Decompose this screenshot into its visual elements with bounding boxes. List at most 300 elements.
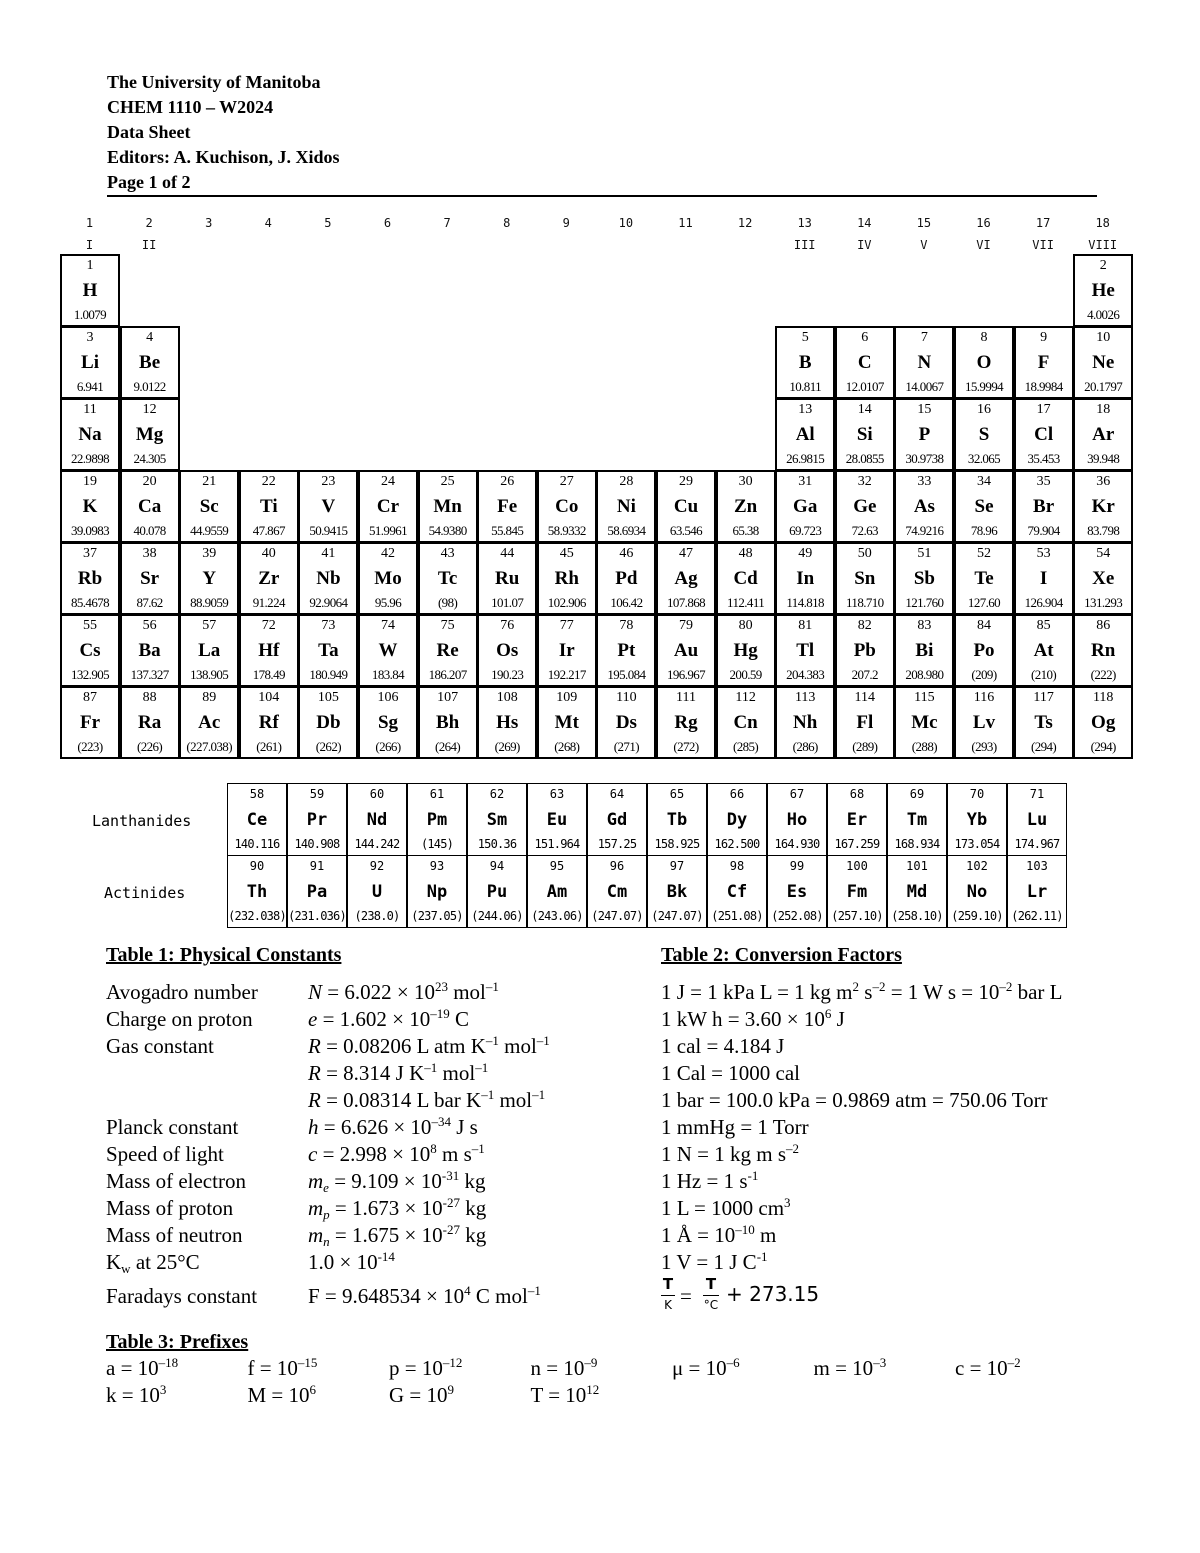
element-symbol: Mo [374,568,402,589]
constant-value: $1.0 \times 10^{-14}$ [308,1249,395,1274]
element-cell [775,542,835,615]
atomic-mass: 20.1797 [1084,379,1123,394]
element-symbol: Tc [437,568,458,589]
atomic-number: 13 [798,402,813,417]
lanthanide-cell [647,783,707,856]
atomic-number: 8 [980,330,988,345]
atomic-number: 83 [917,618,932,633]
atomic-number: 44 [500,546,515,561]
conversion-row: 1 V = 1 J $C^{-1}$ [661,1249,768,1274]
element-symbol: Pd [615,568,638,589]
element-cell [716,614,776,687]
element-symbol: Te [974,568,994,589]
element-cell [894,398,954,471]
atomic-mass: 12.0107 [845,379,884,394]
atomic-number: 45 [559,546,574,561]
atomic-mass: 15.9994 [964,379,1004,394]
constant-label: Charge on proton [106,1007,253,1031]
element-cell [298,614,358,687]
atomic-number: 40 [261,546,276,561]
actinide-cell [767,855,827,928]
atomic-mass: 127.60 [967,595,1001,610]
atomic-number: 62 [489,787,505,801]
constant-label: $K_w$ at 25°C [106,1250,200,1276]
element-cell [120,470,180,543]
constant-label: Gas constant [106,1034,214,1058]
element-symbol: Ta [318,640,339,661]
atomic-number: 104 [258,690,280,705]
atomic-mass: 192.217 [547,667,586,682]
atomic-mass: 14.0067 [905,379,944,394]
atomic-mass: 174.967 [1014,837,1060,851]
atomic-number: 114 [854,690,876,705]
element-symbol: Y [202,568,217,589]
element-symbol: U [371,882,383,902]
atomic-mass: 168.934 [894,837,940,851]
element-symbol: Ar [1092,424,1115,445]
atomic-mass: (285) [733,739,759,754]
element-symbol: Cn [733,712,758,733]
atomic-mass: 126.904 [1024,595,1063,610]
atomic-mass: 158.925 [654,837,700,851]
element-cell [179,686,239,759]
atomic-number: 58 [249,787,265,801]
element-cell [477,542,537,615]
element-cell [477,614,537,687]
constant-label: Mass of electron [106,1169,246,1193]
element-cell [120,686,180,759]
conversion-row: 1 bar = 100.0 kPa = 0.9869 atm = 750.06 Torr [661,1088,1048,1112]
element-symbol: Eu [546,810,568,830]
atomic-mass: 91.224 [252,595,285,610]
element-symbol: Pr [306,810,328,830]
element-symbol: Ru [495,568,520,589]
atomic-number: 90 [249,859,265,873]
element-symbol: N [917,352,932,373]
conversion-row: 1 N = 1 kg m $s^{-2}$ [661,1141,800,1166]
element-symbol: He [1091,280,1115,301]
element-symbol: Tb [666,810,688,830]
atomic-number: 106 [377,690,399,705]
atomic-number: 37 [83,546,97,561]
atomic-mass: (243.06) [531,909,583,923]
atomic-number: 110 [616,690,637,705]
atomic-mass: 28.0855 [845,451,884,466]
element-symbol: Am [546,882,568,902]
element-symbol: Cd [733,568,758,589]
atomic-number: 115 [914,690,935,705]
group-number: 13 [797,216,812,230]
group-roman: VI [976,238,991,252]
element-cell [418,470,478,543]
element-symbol: Lv [972,712,996,733]
atomic-number: 18 [1096,402,1111,417]
element-cell [358,542,418,615]
atomic-number: 95 [549,859,565,873]
element-symbol: Rb [77,568,103,589]
atomic-number: 10 [1096,330,1111,345]
element-cell [120,542,180,615]
element-symbol: Br [1033,496,1055,517]
conversion-row: 1 kW $h = 3.60 \times 10^6$ J [661,1006,845,1031]
atomic-mass: (227.038) [186,739,232,754]
actinides-label: Actinides [104,884,186,902]
element-cell [120,614,180,687]
element-cell [835,542,895,615]
atomic-number: 91 [309,859,325,873]
atomic-number: 49 [798,546,813,561]
element-cell [298,686,358,759]
prefix-entry: $n = 10^{-9}$ [530,1355,598,1380]
element-symbol: La [198,640,221,661]
element-cell [1073,254,1133,327]
atomic-number: 56 [142,618,157,633]
atomic-number: 113 [794,690,816,705]
atomic-number: 19 [83,474,97,489]
lanthanide-cell [947,783,1007,856]
header-rule [107,195,1097,197]
element-symbol: Ca [137,496,162,517]
element-symbol: Rg [674,712,698,733]
atomic-mass: 131.293 [1084,595,1123,610]
element-symbol: I [1039,568,1048,589]
element-symbol: Re [436,640,459,661]
atomic-mass: 164.930 [774,837,820,851]
atomic-mass: (288) [911,739,937,754]
atomic-mass: 183.84 [371,667,405,682]
atomic-mass: 88.9059 [190,595,229,610]
atomic-mass: (210) [1031,667,1057,682]
element-symbol: Pt [617,640,636,661]
atomic-mass: 138.905 [190,667,229,682]
element-cell [1014,398,1074,471]
atomic-mass: 208.980 [905,667,944,682]
atomic-mass: 35.453 [1027,451,1060,466]
atomic-mass: 83.798 [1087,523,1120,538]
atomic-mass: 107.868 [666,595,706,610]
table3-title: Table 3: Prefixes [106,1331,249,1353]
conversion-row: 1 Hz = 1 $s^{-1}$ [661,1168,759,1193]
element-cell [835,398,895,471]
element-symbol: Sn [854,568,876,589]
atomic-mass: (264) [435,739,461,754]
group-number: 18 [1095,216,1110,230]
element-symbol: P [918,424,931,445]
element-symbol: Sg [377,712,399,733]
constant-value: $m_n = 1.675 \times 10^{-27}$ kg [308,1222,487,1249]
atomic-mass: (247.07) [651,909,703,923]
atomic-number: 48 [738,546,753,561]
atomic-number: 30 [738,474,753,489]
atomic-number: 25 [440,474,455,489]
element-cell [775,398,835,471]
element-symbol: Ac [198,712,221,733]
lanthanide-cell [767,783,827,856]
element-symbol: Ge [853,496,877,517]
editors: Editors: A. Kuchison, J. Xidos [107,147,340,167]
atomic-number: 100 [846,859,868,873]
prefix-entry: $G = 10^9$ [389,1382,455,1407]
element-symbol: Se [974,496,994,517]
atomic-mass: 6.941 [76,379,104,394]
atomic-mass: (272) [673,739,699,754]
atomic-number: 57 [202,618,217,633]
atomic-number: 117 [1033,690,1054,705]
element-symbol: Li [81,352,99,373]
constant-value: $N = 6.022 \times 10^{23}$ mol$^{-1}$ [308,979,499,1004]
element-symbol: Ds [615,712,637,733]
element-symbol: Hf [258,640,280,661]
group-number: 11 [678,216,693,230]
table2-title: Table 2: Conversion Factors [661,944,902,966]
atomic-number: 78 [619,618,634,633]
atomic-mass: 180.949 [309,667,348,682]
atomic-number: 65 [669,787,685,801]
atomic-mass: (259.10) [951,909,1003,923]
atomic-number: 53 [1036,546,1051,561]
atomic-mass: (269) [494,739,520,754]
atomic-mass: 195.084 [607,667,646,682]
element-cell [894,326,954,399]
atomic-number: 68 [849,787,865,801]
atomic-number: 33 [917,474,932,489]
atomic-number: 22 [261,474,276,489]
group-roman: VII [1032,238,1054,252]
element-cell [120,326,180,399]
element-cell [1073,614,1133,687]
atomic-number: 16 [977,402,991,417]
atomic-number: 32 [857,474,872,489]
atomic-number: 86 [1096,618,1111,633]
atomic-mass: 30.9738 [905,451,944,466]
element-cell [954,542,1014,615]
element-cell [716,470,776,543]
element-symbol: Xe [1092,568,1115,589]
element-cell [656,542,716,615]
element-symbol: Tm [906,810,928,830]
constant-label: Planck constant [106,1115,239,1139]
atomic-mass: 72.63 [851,523,878,538]
atomic-mass: 151.964 [534,837,580,851]
atomic-mass: 65.38 [732,523,759,538]
atomic-number: 39 [202,546,217,561]
atomic-mass: 114.818 [786,595,824,610]
actinide-cell [707,855,767,928]
atomic-number: 99 [789,859,805,873]
atomic-number: 82 [857,618,872,633]
atomic-number: 54 [1096,546,1111,561]
atomic-mass: 55.845 [491,523,524,538]
element-cell [954,614,1014,687]
element-symbol: Ra [137,712,162,733]
atomic-mass: 54.9380 [428,523,467,538]
atomic-mass: (244.06) [471,909,523,923]
atomic-number: 2 [1099,258,1107,273]
element-cell [358,614,418,687]
atomic-number: 21 [202,474,217,489]
atomic-mass: (268) [554,739,580,754]
element-symbol: Th [246,882,268,902]
element-cell [775,326,835,399]
atomic-number: 96 [609,859,625,873]
group-roman: VIII [1088,238,1118,252]
element-symbol: Sm [486,810,508,830]
element-symbol: K [82,496,98,517]
constant-label: Mass of proton [106,1196,234,1220]
element-symbol: Pm [426,810,448,830]
atomic-mass: 178.49 [252,667,285,682]
element-symbol: F [1037,352,1050,373]
atomic-mass: (231.036) [288,909,346,923]
atomic-number: 42 [381,546,395,561]
atomic-mass: (252.08) [771,909,823,923]
element-symbol: Ho [786,810,808,830]
constant-label: Avogadro number [106,980,258,1004]
atomic-number: 87 [83,690,97,705]
group-roman: IV [857,238,872,252]
element-cell [60,686,120,759]
atomic-mass: (294) [1090,739,1116,754]
constant-label: Faradays constant [106,1284,258,1308]
element-symbol: Ti [259,496,278,517]
atomic-number: 72 [261,618,276,633]
atomic-mass: (257.10) [831,909,883,923]
element-symbol: Zn [733,496,758,517]
atomic-number: 67 [789,787,805,801]
element-symbol: Mt [554,712,579,733]
group-number: 14 [857,216,872,230]
lanthanide-cell [287,783,347,856]
atomic-number: 27 [559,474,574,489]
atomic-mass: (266) [375,739,401,754]
element-cell [954,326,1014,399]
element-cell [60,614,120,687]
atomic-number: 1 [86,258,94,273]
element-symbol: C [857,352,872,373]
atomic-mass: 1.0079 [73,307,107,322]
atomic-number: 79 [679,618,693,633]
element-symbol: Ni [616,496,636,517]
element-symbol: Nh [793,712,818,733]
atomic-number: 75 [440,618,455,633]
prefix-entry: $T = 10^{12}$ [530,1382,600,1407]
group-number: 2 [145,216,153,230]
element-symbol: O [976,352,992,373]
group-number: 7 [443,216,451,230]
atomic-mass: (232.038) [228,909,286,923]
element-symbol: Cr [376,496,400,517]
atomic-mass: 32.065 [967,451,1001,466]
atomic-mass: 78.96 [970,523,998,538]
atomic-number: 63 [549,787,565,801]
atomic-mass: 144.242 [354,837,400,851]
element-cell [179,614,239,687]
constant-value: R = 0.08314 L bar $K^{-1}$ mol$^{-1}$ [308,1087,546,1112]
atomic-number: 112 [735,690,756,705]
element-cell [298,470,358,543]
element-symbol: Md [906,882,928,902]
constant-value: $m_e = 9.109 \times 10^{-31}$ kg [308,1168,486,1195]
element-symbol: Dy [726,810,748,830]
element-symbol: Er [846,810,868,830]
constant-label: Mass of neutron [106,1223,243,1247]
atomic-mass: 92.9064 [309,595,348,610]
element-cell [835,326,895,399]
atomic-mass: 196.967 [666,667,706,682]
element-symbol: Db [316,712,341,733]
atomic-number: 5 [801,330,809,345]
element-symbol: Al [795,424,815,445]
atomic-number: 81 [798,618,813,633]
element-symbol: Cu [673,496,699,517]
atomic-mass: 26.9815 [786,451,825,466]
atomic-mass: 58.6934 [607,523,646,538]
actinide-cell [287,855,347,928]
atomic-mass: 85.4678 [70,595,110,610]
constant-value: $h = 6.626 \times 10^{-34}$ J s [308,1114,478,1139]
element-cell [1073,686,1133,759]
atomic-number: 111 [676,690,696,705]
atomic-mass: (261) [256,739,282,754]
atomic-mass: (251.08) [711,909,763,923]
actinide-cell [947,855,1007,928]
group-number: 1 [85,216,94,230]
element-cell [60,470,120,543]
atomic-number: 38 [142,546,157,561]
atomic-number: 108 [496,690,518,705]
element-cell [358,686,418,759]
atomic-mass: 39.0983 [70,523,110,538]
element-cell [239,470,299,543]
atomic-mass: 95.96 [374,595,402,610]
group-number: 10 [618,216,634,230]
atomic-number: 60 [369,787,385,801]
element-cell [596,614,656,687]
element-cell [179,542,239,615]
atomic-mass: 39.948 [1087,451,1120,466]
element-symbol: Sr [140,568,160,589]
element-cell [1073,470,1133,543]
atomic-mass: 22.9898 [70,451,110,466]
atomic-number: 43 [440,546,455,561]
element-symbol: Au [673,640,699,661]
atomic-mass: 132.905 [70,667,110,682]
constant-value: $e = 1.602 \times 10^{-19}$ C [308,1006,470,1031]
atomic-number: 29 [679,474,693,489]
element-cell [239,542,299,615]
element-symbol: B [798,352,812,373]
group-number: 16 [976,216,991,230]
element-cell [1014,470,1074,543]
conversion-row: 1 mmHg = 1 Torr [661,1115,809,1139]
atomic-mass: 207.2 [851,667,878,682]
atomic-number: 73 [321,618,336,633]
actinide-cell [1007,855,1067,928]
lanthanide-cell [1007,783,1067,856]
constant-value: R = 0.08206 L atm $K^{-1}$ mol$^{-1}$ [308,1033,550,1058]
element-symbol: Tl [796,640,815,661]
group-number: 12 [737,216,753,230]
element-cell [1014,686,1074,759]
atomic-number: 24 [381,474,395,489]
element-cell [954,686,1014,759]
element-symbol: Rf [258,712,279,733]
atomic-number: 47 [679,546,693,561]
atomic-number: 6 [861,330,869,345]
actinide-cell [467,855,527,928]
element-cell [596,686,656,759]
atomic-mass: 102.906 [547,595,586,610]
